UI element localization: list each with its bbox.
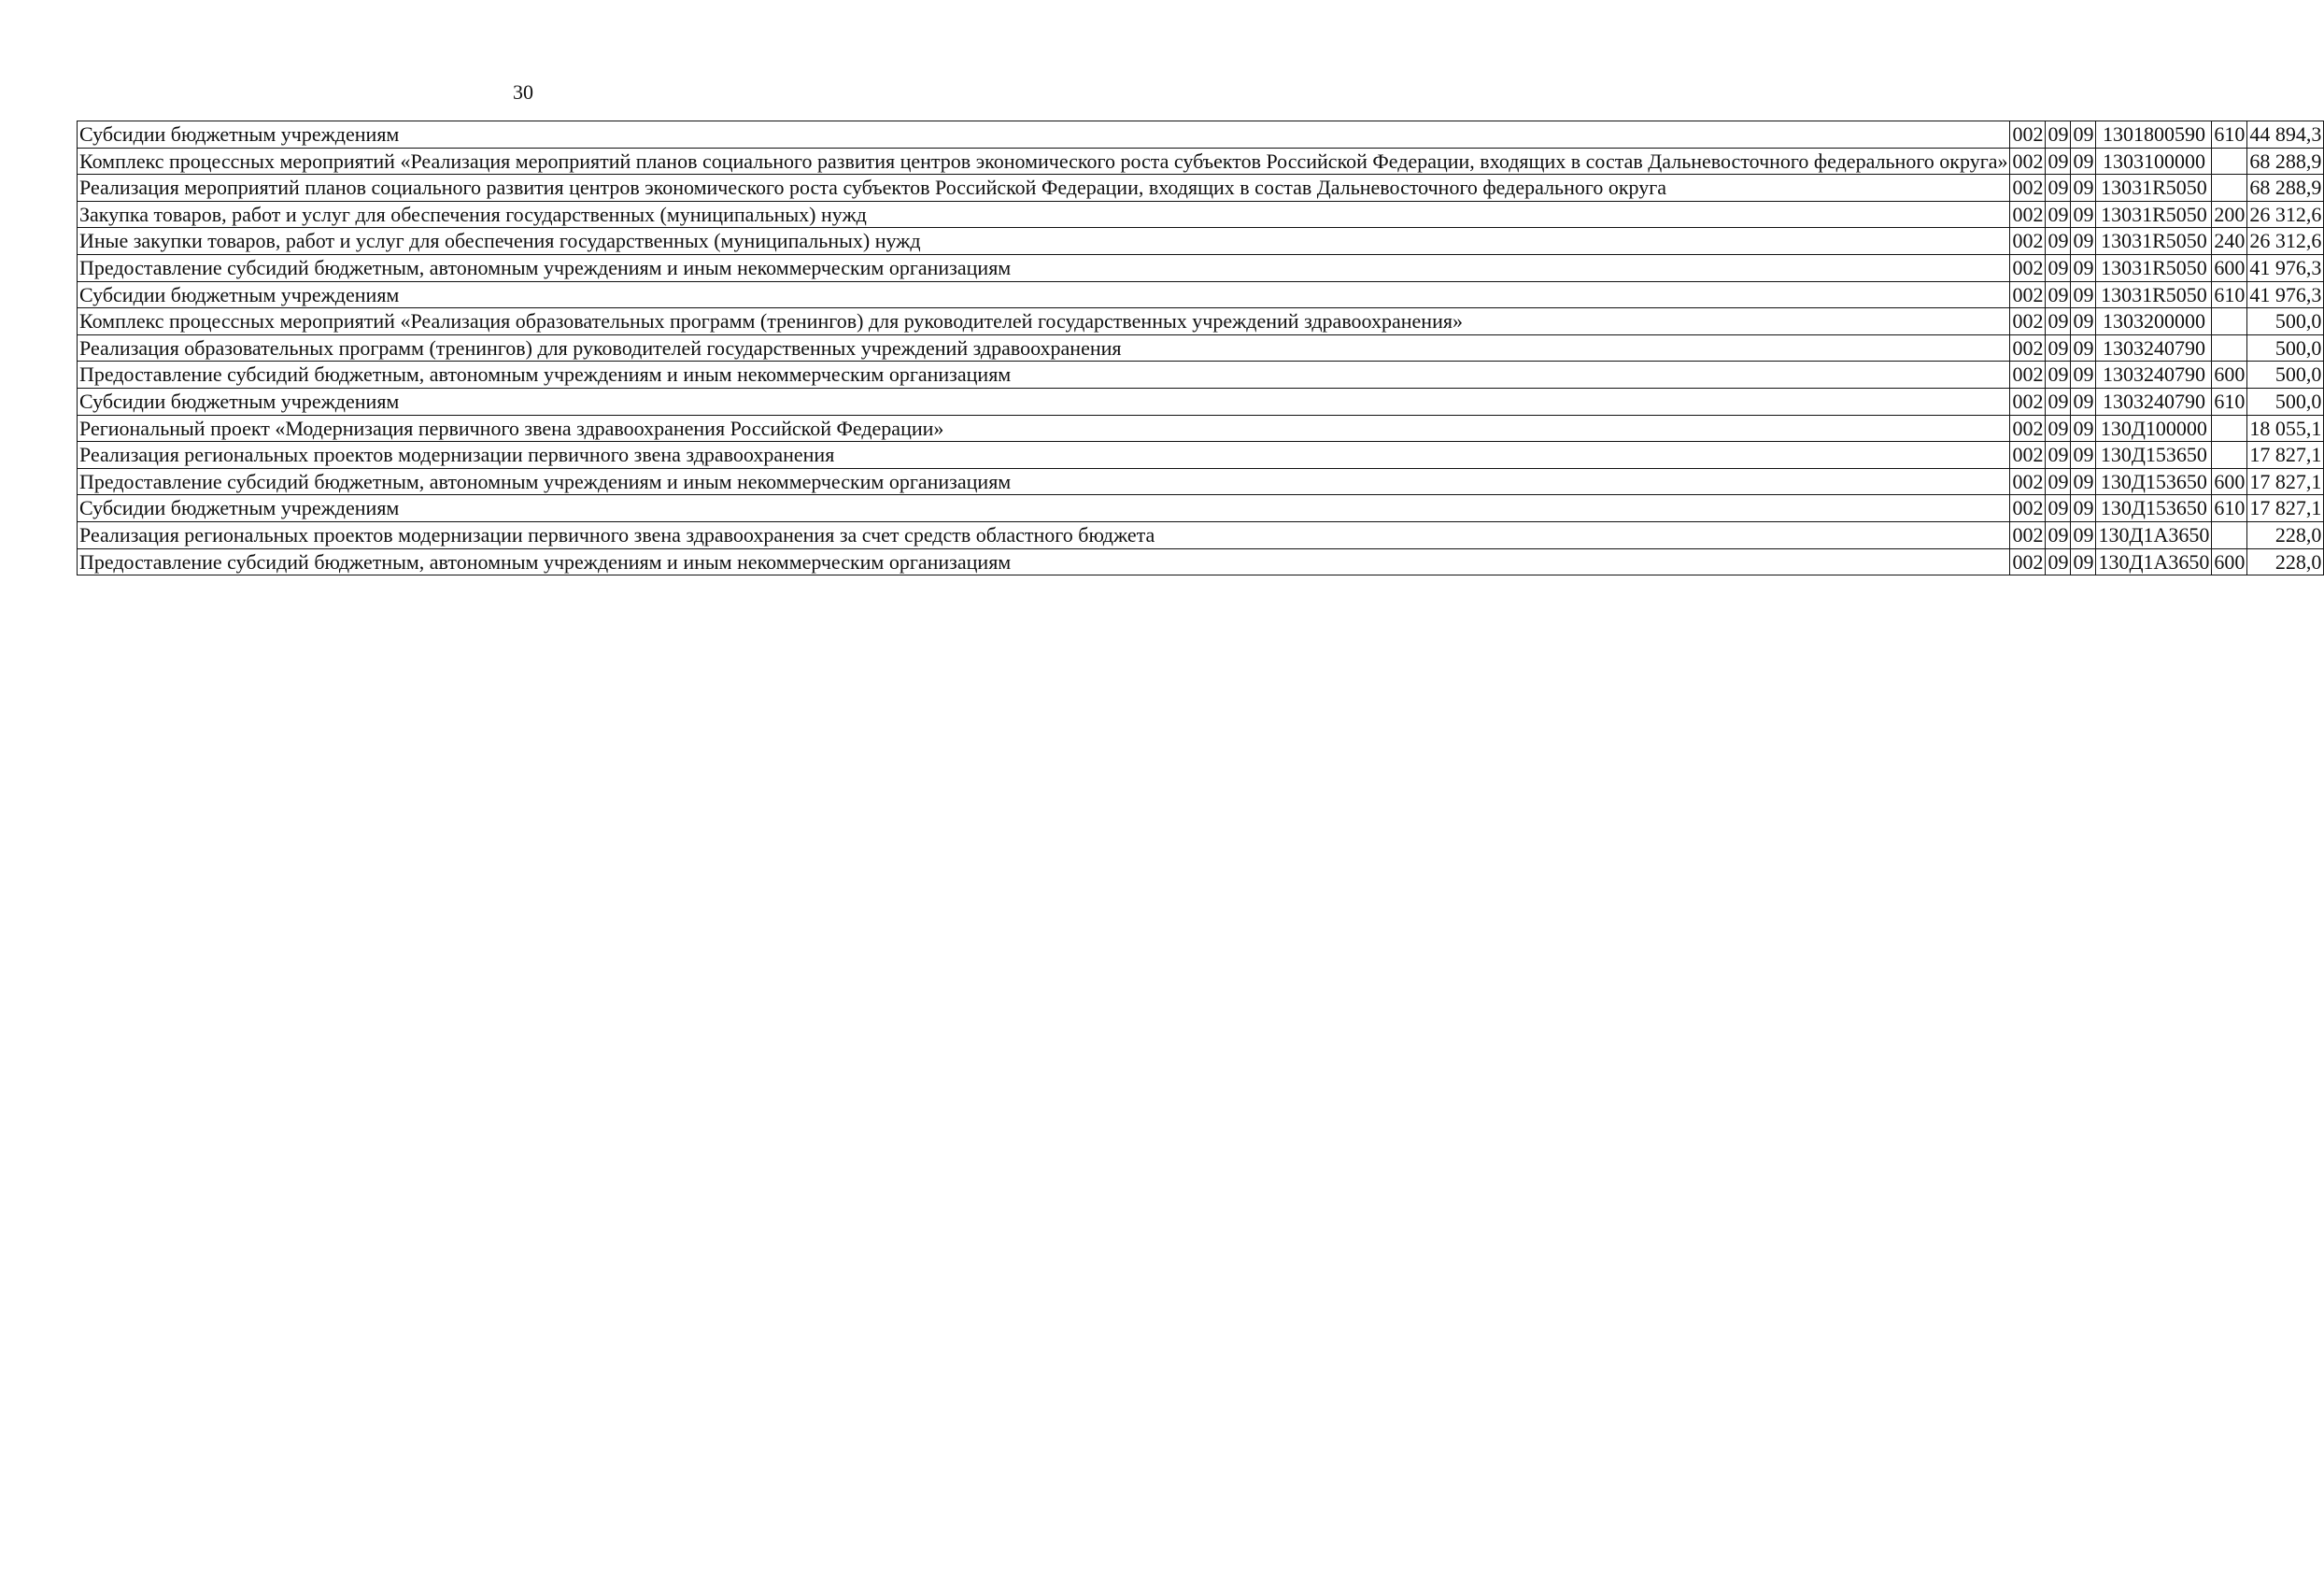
department-code-cell: 002 — [2010, 228, 2046, 255]
amount-cell: 500,0 — [2247, 388, 2324, 415]
expense-type-code-cell — [2212, 442, 2247, 469]
section-code-cell: 09 — [2046, 175, 2071, 202]
department-code-cell: 002 — [2010, 281, 2046, 308]
section-code-cell: 09 — [2046, 121, 2071, 149]
amount-cell: 41 976,3 — [2247, 254, 2324, 281]
section-code-cell: 09 — [2046, 308, 2071, 335]
expense-type-code-cell: 610 — [2212, 495, 2247, 522]
amount-cell: 500,0 — [2247, 308, 2324, 335]
subsection-code-cell: 09 — [2071, 308, 2096, 335]
department-code-cell: 002 — [2010, 201, 2046, 228]
table-row — [78, 415, 2324, 442]
item-name-cell: Предоставление субсидий бюджетным, автономным учреждениям и иным некоммерческим организациям — [78, 362, 2010, 389]
target-article-code-cell: 130Д1А3650 — [2096, 521, 2212, 548]
table-row — [78, 362, 2324, 389]
subsection-code-cell: 09 — [2071, 388, 2096, 415]
department-code-cell: 002 — [2010, 308, 2046, 335]
department-code-cell: 002 — [2010, 254, 2046, 281]
item-name-cell: Реализация региональных проектов модернизации первичного звена здравоохранения за счет средств областного бюджета — [78, 521, 2010, 548]
item-name-cell: Закупка товаров, работ и услуг для обеспечения государственных (муниципальных) нужд — [78, 201, 2010, 228]
amount-cell: 17 827,1 — [2247, 468, 2324, 495]
table-row — [78, 175, 2324, 202]
department-code-cell: 002 — [2010, 548, 2046, 575]
table-row — [78, 495, 2324, 522]
expense-type-code-cell: 600 — [2212, 254, 2247, 281]
subsection-code-cell: 09 — [2071, 201, 2096, 228]
section-code-cell: 09 — [2046, 281, 2071, 308]
department-code-cell: 002 — [2010, 521, 2046, 548]
expense-type-code-cell: 610 — [2212, 121, 2247, 149]
amount-cell: 44 894,3 — [2247, 121, 2324, 149]
amount-cell: 228,0 — [2247, 521, 2324, 548]
section-code-cell: 09 — [2046, 415, 2071, 442]
department-code-cell: 002 — [2010, 415, 2046, 442]
subsection-code-cell: 09 — [2071, 362, 2096, 389]
section-code-cell: 09 — [2046, 521, 2071, 548]
expense-type-code-cell: 600 — [2212, 548, 2247, 575]
subsection-code-cell: 09 — [2071, 228, 2096, 255]
item-name-cell: Субсидии бюджетным учреждениям — [78, 121, 2010, 149]
target-article-code-cell: 1303240790 — [2096, 334, 2212, 362]
table-row — [78, 228, 2324, 255]
amount-cell: 68 288,9 — [2247, 175, 2324, 202]
target-article-code-cell: 130Д100000 — [2096, 415, 2212, 442]
department-code-cell: 002 — [2010, 442, 2046, 469]
subsection-code-cell: 09 — [2071, 468, 2096, 495]
subsection-code-cell: 09 — [2071, 548, 2096, 575]
item-name-cell: Предоставление субсидий бюджетным, автономным учреждениям и иным некоммерческим организациям — [78, 468, 2010, 495]
item-name-cell: Иные закупки товаров, работ и услуг для обеспечения государственных (муниципальных) нужд — [78, 228, 2010, 255]
table-row — [78, 308, 2324, 335]
subsection-code-cell: 09 — [2071, 521, 2096, 548]
section-code-cell: 09 — [2046, 254, 2071, 281]
item-name-cell: Предоставление субсидий бюджетным, автономным учреждениям и иным некоммерческим организациям — [78, 254, 2010, 281]
section-code-cell: 09 — [2046, 201, 2071, 228]
department-code-cell: 002 — [2010, 388, 2046, 415]
section-code-cell: 09 — [2046, 362, 2071, 389]
expense-type-code-cell: 600 — [2212, 468, 2247, 495]
subsection-code-cell: 09 — [2071, 121, 2096, 149]
section-code-cell: 09 — [2046, 388, 2071, 415]
table-row — [78, 521, 2324, 548]
target-article-code-cell: 13031R5050 — [2096, 175, 2212, 202]
amount-cell: 41 976,3 — [2247, 281, 2324, 308]
table-row — [78, 468, 2324, 495]
table-row — [78, 254, 2324, 281]
subsection-code-cell: 09 — [2071, 148, 2096, 175]
target-article-code-cell: 1301800590 — [2096, 121, 2212, 149]
department-code-cell: 002 — [2010, 121, 2046, 149]
subsection-code-cell: 09 — [2071, 334, 2096, 362]
item-name-cell: Реализация мероприятий планов социального развития центров экономического роста субъектов Российской Федерации, входящих в состав Дальневосточного федерального округа — [78, 175, 2010, 202]
section-code-cell: 09 — [2046, 442, 2071, 469]
item-name-cell: Предоставление субсидий бюджетным, автономным учреждениям и иным некоммерческим организациям — [78, 548, 2010, 575]
target-article-code-cell: 1303200000 — [2096, 308, 2212, 335]
amount-cell: 17 827,1 — [2247, 442, 2324, 469]
table-row — [78, 388, 2324, 415]
target-article-code-cell: 1303240790 — [2096, 362, 2212, 389]
subsection-code-cell: 09 — [2071, 254, 2096, 281]
expense-type-code-cell — [2212, 148, 2247, 175]
target-article-code-cell: 13031R5050 — [2096, 201, 2212, 228]
expense-type-code-cell: 610 — [2212, 281, 2247, 308]
amount-cell: 18 055,1 — [2247, 415, 2324, 442]
target-article-code-cell: 1303100000 — [2096, 148, 2212, 175]
item-name-cell: Комплекс процессных мероприятий «Реализация образовательных программ (тренингов) для руководителей государственных учреждений здравоохранения» — [78, 308, 2010, 335]
section-code-cell: 09 — [2046, 468, 2071, 495]
page-number: 30 — [513, 80, 533, 104]
expense-type-code-cell: 240 — [2212, 228, 2247, 255]
item-name-cell: Субсидии бюджетным учреждениям — [78, 388, 2010, 415]
department-code-cell: 002 — [2010, 148, 2046, 175]
department-code-cell: 002 — [2010, 334, 2046, 362]
item-name-cell: Реализация образовательных программ (тренингов) для руководителей государственных учреждений здравоохранения — [78, 334, 2010, 362]
target-article-code-cell: 130Д153650 — [2096, 495, 2212, 522]
item-name-cell: Субсидии бюджетным учреждениям — [78, 495, 2010, 522]
subsection-code-cell: 09 — [2071, 415, 2096, 442]
section-code-cell: 09 — [2046, 548, 2071, 575]
amount-cell: 68 288,9 — [2247, 148, 2324, 175]
item-name-cell: Комплекс процессных мероприятий «Реализация мероприятий планов социального развития центров экономического роста субъектов Российской Федерации, входящих в состав Дальневосточного федерального округа» — [78, 148, 2010, 175]
section-code-cell: 09 — [2046, 148, 2071, 175]
section-code-cell: 09 — [2046, 228, 2071, 255]
table-row — [78, 201, 2324, 228]
subsection-code-cell: 09 — [2071, 495, 2096, 522]
expense-type-code-cell — [2212, 334, 2247, 362]
expense-type-code-cell — [2212, 308, 2247, 335]
table-row — [78, 548, 2324, 575]
table-body — [78, 121, 2324, 575]
amount-cell: 500,0 — [2247, 334, 2324, 362]
amount-cell: 26 312,6 — [2247, 228, 2324, 255]
item-name-cell: Субсидии бюджетным учреждениям — [78, 281, 2010, 308]
expense-type-code-cell — [2212, 521, 2247, 548]
subsection-code-cell: 09 — [2071, 175, 2096, 202]
target-article-code-cell: 130Д1А3650 — [2096, 548, 2212, 575]
amount-cell: 500,0 — [2247, 362, 2324, 389]
department-code-cell: 002 — [2010, 495, 2046, 522]
expense-type-code-cell: 200 — [2212, 201, 2247, 228]
budget-table — [77, 121, 2324, 575]
expense-type-code-cell — [2212, 415, 2247, 442]
amount-cell: 17 827,1 — [2247, 495, 2324, 522]
table-row — [78, 281, 2324, 308]
section-code-cell: 09 — [2046, 495, 2071, 522]
target-article-code-cell: 13031R5050 — [2096, 228, 2212, 255]
section-code-cell: 09 — [2046, 334, 2071, 362]
subsection-code-cell: 09 — [2071, 281, 2096, 308]
department-code-cell: 002 — [2010, 468, 2046, 495]
subsection-code-cell: 09 — [2071, 442, 2096, 469]
target-article-code-cell: 1303240790 — [2096, 388, 2212, 415]
expense-type-code-cell — [2212, 175, 2247, 202]
table-row — [78, 121, 2324, 149]
table-row — [78, 442, 2324, 469]
department-code-cell: 002 — [2010, 362, 2046, 389]
target-article-code-cell: 130Д153650 — [2096, 468, 2212, 495]
target-article-code-cell: 130Д153650 — [2096, 442, 2212, 469]
item-name-cell: Региональный проект «Модернизация первичного звена здравоохранения Российской Федерации» — [78, 415, 2010, 442]
department-code-cell: 002 — [2010, 175, 2046, 202]
item-name-cell: Реализация региональных проектов модернизации первичного звена здравоохранения — [78, 442, 2010, 469]
table-row — [78, 334, 2324, 362]
expense-type-code-cell: 600 — [2212, 362, 2247, 389]
table-row — [78, 148, 2324, 175]
amount-cell: 228,0 — [2247, 548, 2324, 575]
expense-type-code-cell: 610 — [2212, 388, 2247, 415]
amount-cell: 26 312,6 — [2247, 201, 2324, 228]
target-article-code-cell: 13031R5050 — [2096, 254, 2212, 281]
target-article-code-cell: 13031R5050 — [2096, 281, 2212, 308]
